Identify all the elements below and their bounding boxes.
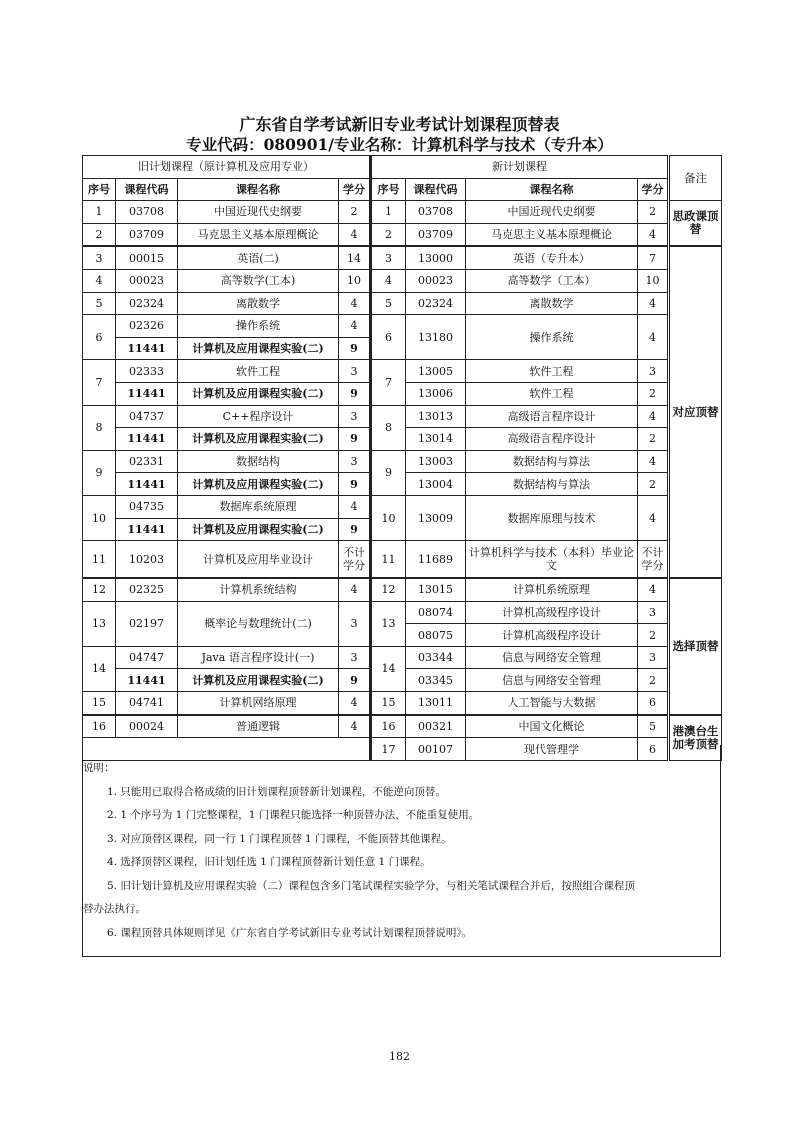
table-cell: 3 <box>339 405 371 428</box>
table-cell: 高等数学(工本) <box>178 269 339 292</box>
table-cell: 计算机及应用课程实验(二) <box>178 428 339 451</box>
table-cell: 00015 <box>116 246 178 269</box>
table-cell: 8 <box>371 405 406 450</box>
table-cell: 3 <box>371 246 406 269</box>
note-item: 1. 只能用已取得合格成绩的旧计划课程顶替新计划课程，不能逆向顶替。 <box>107 785 446 798</box>
note-item: 3. 对应顶替区课程，同一行 1 门课程顶替 1 门课程，不能顶替其他课程。 <box>107 832 452 845</box>
note-item: 4. 选择顶替区课程，旧计划任选 1 门课程顶替新计划任意 1 门课程。 <box>107 856 431 868</box>
table-cell: 04737 <box>116 405 178 428</box>
table-cell: 10 <box>371 495 406 540</box>
table-cell: 13009 <box>406 495 466 540</box>
table-cell: 3 <box>339 646 371 669</box>
table-cell: 马克思主义基本原理概论 <box>466 223 638 246</box>
table-cell: 数据结构与算法 <box>466 450 638 473</box>
table-cell: 03708 <box>116 201 178 224</box>
table-cell: 13004 <box>406 473 466 496</box>
table-cell: 10 <box>638 269 669 292</box>
table-cell: 软件工程 <box>178 360 339 383</box>
table-cell: 英语（专升本） <box>466 246 638 269</box>
table-cell: 计算机及应用课程实验(二) <box>178 473 339 496</box>
col-header: 课程代码 <box>116 178 178 201</box>
table-cell: 11689 <box>406 541 466 579</box>
table-cell: 不计学分 <box>638 541 669 579</box>
note-item: 6. 课程顶替具体规则详见《广东省自学考试新旧专业考试计划课程顶替说明》。 <box>107 926 473 939</box>
table-cell: 概率论与数理统计(二) <box>178 601 339 646</box>
table-cell: 15 <box>371 692 406 715</box>
table-cell: 9 <box>339 382 371 405</box>
table-row <box>83 715 722 738</box>
table-row <box>83 223 722 246</box>
table-cell: 02324 <box>116 292 178 315</box>
table-cell: 13014 <box>406 428 466 451</box>
table-cell: 2 <box>638 382 669 405</box>
table-cell: 高等数学（工本） <box>466 269 638 292</box>
table-cell: 3 <box>339 601 371 646</box>
table-cell: 3 <box>638 360 669 383</box>
table-row <box>83 246 722 269</box>
table-cell: 4 <box>339 223 371 246</box>
table-cell: 10 <box>83 495 116 540</box>
col-header: 课程名称 <box>466 178 638 201</box>
table-cell: 08074 <box>406 601 466 624</box>
table-cell: 11441 <box>116 473 178 496</box>
table-cell: 3 <box>638 646 669 669</box>
table-row <box>83 495 722 518</box>
table-row <box>83 578 722 601</box>
table-cell: 4 <box>339 692 371 715</box>
col-header: 学分 <box>638 178 669 201</box>
old-plan-header: 旧计划课程（原计算机及应用专业） <box>83 156 371 179</box>
table-cell: 13011 <box>406 692 466 715</box>
table-row <box>83 269 722 292</box>
table-cell: 中国近现代史纲要 <box>178 201 339 224</box>
col-header: 序号 <box>371 178 406 201</box>
table-row <box>83 601 722 624</box>
table-cell: 13 <box>371 601 406 646</box>
table-cell: 04735 <box>116 495 178 518</box>
table-cell: 6 <box>83 315 116 360</box>
col-header: 序号 <box>83 178 116 201</box>
table-row <box>83 315 722 338</box>
table-cell: 4 <box>371 269 406 292</box>
table-cell: 信息与网络安全管理 <box>466 669 638 692</box>
table-row <box>83 292 722 315</box>
table-cell: 2 <box>638 669 669 692</box>
table-cell: 12 <box>371 578 406 601</box>
table-row <box>83 692 722 715</box>
table-cell: 14 <box>371 646 406 691</box>
table-row <box>83 646 722 669</box>
table-cell: 00023 <box>116 269 178 292</box>
table-cell: 00107 <box>406 738 466 761</box>
table-cell: 03709 <box>116 223 178 246</box>
table-cell: 4 <box>638 405 669 428</box>
table-cell: 数据结构 <box>178 450 339 473</box>
table-cell: 英语(二) <box>178 246 339 269</box>
table-cell: 1 <box>371 201 406 224</box>
table-cell: 3 <box>339 450 371 473</box>
page-number: 182 <box>389 1050 410 1063</box>
table-cell: 高级语言程序设计 <box>466 405 638 428</box>
table-cell: 普通逻辑 <box>178 715 339 738</box>
table-cell: 3 <box>83 246 116 269</box>
table-cell: 1 <box>83 201 116 224</box>
table-cell: 15 <box>83 692 116 715</box>
table-cell: 4 <box>339 495 371 518</box>
table-cell: 计算机系统结构 <box>178 578 339 601</box>
table-row <box>83 405 722 428</box>
table-cell: 3 <box>339 360 371 383</box>
table-cell: 9 <box>339 669 371 692</box>
table-cell: 现代管理学 <box>466 738 638 761</box>
remark-cell: 选择顶替 <box>669 578 722 715</box>
table-cell: 马克思主义基本原理概论 <box>178 223 339 246</box>
table-cell: 不计学分 <box>339 541 371 579</box>
table-cell: 计算机科学与技术（本科）毕业论文 <box>466 541 638 579</box>
table-cell: 4 <box>638 495 669 540</box>
table-cell: 11 <box>371 541 406 579</box>
table-cell: 高级语言程序设计 <box>466 428 638 451</box>
table-cell: 6 <box>371 315 406 360</box>
table-cell: 14 <box>339 246 371 269</box>
table-cell: 11441 <box>116 428 178 451</box>
table-cell: 9 <box>339 428 371 451</box>
table-cell: 10 <box>339 269 371 292</box>
table-cell: 4 <box>638 450 669 473</box>
col-header: 课程代码 <box>406 178 466 201</box>
table-cell: 7 <box>371 360 406 405</box>
table-cell: 04741 <box>116 692 178 715</box>
remark-cell: 港澳台生加考顶替 <box>669 715 722 761</box>
table-cell: 13005 <box>406 360 466 383</box>
table-cell: 计算机及应用毕业设计 <box>178 541 339 579</box>
table-cell: 5 <box>371 292 406 315</box>
table-cell: 4 <box>339 578 371 601</box>
table-cell: 5 <box>83 292 116 315</box>
table-cell: 13015 <box>406 578 466 601</box>
table-cell: 2 <box>638 201 669 224</box>
table-cell: 计算机高级程序设计 <box>466 624 638 647</box>
table-cell: 计算机高级程序设计 <box>466 601 638 624</box>
document-subtitle: 专业代码：080901/专业名称：计算机科学与技术（专升本） <box>186 135 613 154</box>
table-row <box>83 201 722 224</box>
note-item: 2. 1 个序号为 1 门完整课程，1 门课程只能选择一种顶替办法，不能重复使用。 <box>107 809 480 821</box>
table-cell: 02331 <box>116 450 178 473</box>
table-cell: 7 <box>638 246 669 269</box>
table-cell: 13013 <box>406 405 466 428</box>
table-cell: 计算机系统原理 <box>466 578 638 601</box>
table-cell: 4 <box>638 578 669 601</box>
table-cell: 2 <box>83 223 116 246</box>
table-cell: 13180 <box>406 315 466 360</box>
table-cell: 16 <box>371 715 406 738</box>
table-cell: 12 <box>83 578 116 601</box>
table-cell: 计算机网络原理 <box>178 692 339 715</box>
table-cell: 6 <box>638 738 669 761</box>
table-cell: 11441 <box>116 382 178 405</box>
table-cell: 11441 <box>116 518 178 541</box>
table-cell: 2 <box>638 624 669 647</box>
table-cell: 02333 <box>116 360 178 383</box>
note-item: 5. 旧计划计算机及应用课程实验（二）课程包含多门笔试课程实验学分，与相关笔试课程合并后，按照组合课程顶 <box>107 879 635 892</box>
table-cell: 02326 <box>116 315 178 338</box>
document-title: 广东省自学考试新旧专业考试计划课程顶替表 <box>239 115 560 134</box>
table-row <box>83 360 722 383</box>
table-cell: 离散数学 <box>178 292 339 315</box>
table-cell: 4 <box>339 715 371 738</box>
table-cell: 11441 <box>116 669 178 692</box>
table-cell: 计算机及应用课程实验(二) <box>178 518 339 541</box>
table-cell: 操作系统 <box>178 315 339 338</box>
col-header: 课程名称 <box>178 178 339 201</box>
table-cell: 2 <box>638 473 669 496</box>
table-cell: 13006 <box>406 382 466 405</box>
table-cell: 2 <box>371 223 406 246</box>
table-cell: 03345 <box>406 669 466 692</box>
table-cell: 13000 <box>406 246 466 269</box>
table-cell: 计算机及应用课程实验(二) <box>178 669 339 692</box>
table-cell: 14 <box>83 646 116 691</box>
table-cell: 8 <box>83 405 116 450</box>
table-cell: 9 <box>339 473 371 496</box>
table-cell: 3 <box>638 601 669 624</box>
table-cell: 数据结构与算法 <box>466 473 638 496</box>
table-cell: 7 <box>83 360 116 405</box>
table-cell: 软件工程 <box>466 382 638 405</box>
table-cell: 9 <box>83 450 116 495</box>
table-cell: 4 <box>83 269 116 292</box>
table-cell: 03709 <box>406 223 466 246</box>
table-cell: 人工智能与大数据 <box>466 692 638 715</box>
table-cell: 操作系统 <box>466 315 638 360</box>
table-cell: 数据库系统原理 <box>178 495 339 518</box>
table-cell: 软件工程 <box>466 360 638 383</box>
table-cell: 离散数学 <box>466 292 638 315</box>
table-cell: 00024 <box>116 715 178 738</box>
table-row <box>83 541 722 579</box>
remark-cell: 思政课顶替 <box>669 201 722 247</box>
table-cell: 08075 <box>406 624 466 647</box>
new-plan-header: 新计划课程 <box>371 156 669 179</box>
table-cell: 9 <box>339 518 371 541</box>
table-cell: 03708 <box>406 201 466 224</box>
table-cell: 9 <box>371 450 406 495</box>
table-cell: 4 <box>638 292 669 315</box>
table-cell: 4 <box>339 292 371 315</box>
table-cell: 6 <box>638 692 669 715</box>
table-cell: 2 <box>339 201 371 224</box>
table-cell: Java 语言程序设计(一) <box>178 646 339 669</box>
table-cell: 2 <box>638 428 669 451</box>
table-cell: 02325 <box>116 578 178 601</box>
table-cell: 13003 <box>406 450 466 473</box>
remark-cell: 对应顶替 <box>669 246 722 578</box>
table-cell: 信息与网络安全管理 <box>466 646 638 669</box>
notes-heading: 说明： <box>83 762 115 774</box>
table-cell: 02324 <box>406 292 466 315</box>
table-cell: 11441 <box>116 337 178 360</box>
table-cell: 00023 <box>406 269 466 292</box>
table-cell: 02197 <box>116 601 178 646</box>
table-cell: 4 <box>339 315 371 338</box>
table-cell: 17 <box>371 738 406 761</box>
table-cell: 计算机及应用课程实验(二) <box>178 337 339 360</box>
table-cell: 11 <box>83 541 116 579</box>
table-cell: 中国近现代史纲要 <box>466 201 638 224</box>
remark-header: 备注 <box>669 156 722 201</box>
col-header: 学分 <box>339 178 371 201</box>
table-cell: 10203 <box>116 541 178 579</box>
table-cell: 4 <box>638 223 669 246</box>
note-item: 替办法执行。 <box>83 903 146 915</box>
table-cell: 中国文化概论 <box>466 715 638 738</box>
table-cell: 数据库原理与技术 <box>466 495 638 540</box>
table-cell: C++程序设计 <box>178 405 339 428</box>
table-cell: 9 <box>339 337 371 360</box>
table-row <box>83 450 722 473</box>
notes-section <box>82 745 721 957</box>
table-cell: 5 <box>638 715 669 738</box>
table-cell: 13 <box>83 601 116 646</box>
table-cell: 4 <box>638 315 669 360</box>
table-cell: 00321 <box>406 715 466 738</box>
table-cell: 16 <box>83 715 116 738</box>
table-cell: 04747 <box>116 646 178 669</box>
table-cell: 计算机及应用课程实验(二) <box>178 382 339 405</box>
course-replacement-table <box>82 155 722 761</box>
table-cell: 03344 <box>406 646 466 669</box>
